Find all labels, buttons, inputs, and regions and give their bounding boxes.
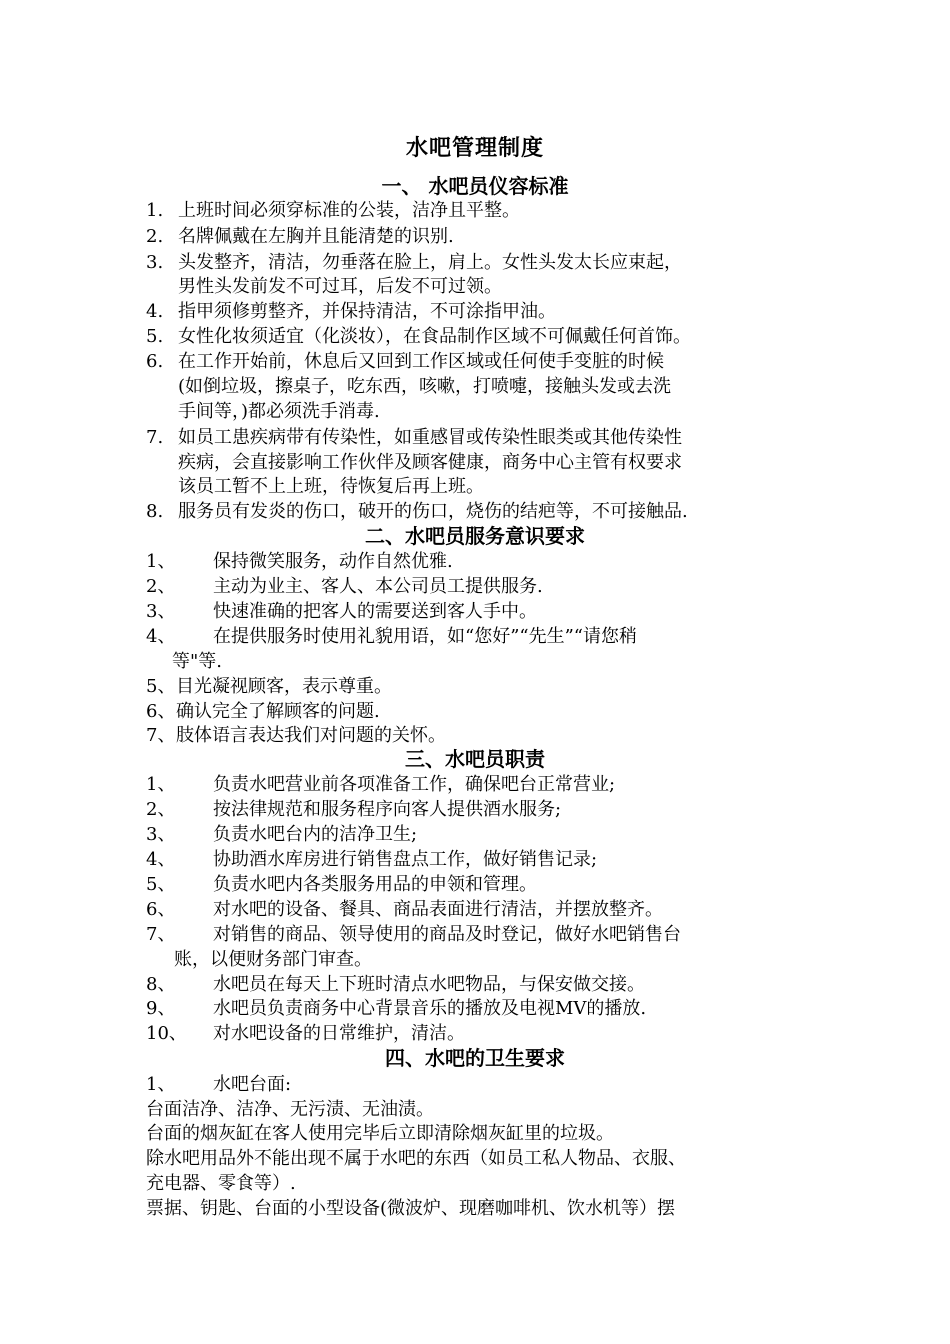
item-text: 服务员有发炎的伤口，破开的伤口，烧伤的结疤等，不可接触品. (178, 501, 688, 522)
item-number: 6、 (146, 701, 176, 722)
item-text: 确认完全了解顾客的问题. (176, 701, 380, 722)
item-number: 7、 (146, 725, 176, 746)
item-number: 6、 (146, 899, 176, 920)
item-text: 水吧台面: (213, 1074, 292, 1095)
item-number: 3. (146, 252, 164, 273)
item-text: (如倒垃圾，擦桌子，吃东西，咳嗽，打喷嚏，接触头发或去洗 (178, 376, 672, 397)
item-text: 手间等，)都必须洗手消毒. (178, 401, 380, 422)
item-text: 保持微笑服务，动作自然优雅. (213, 551, 453, 572)
item-text: 协助酒水库房进行销售盘点工作，做好销售记录; (213, 849, 598, 870)
item-number: 1、 (146, 551, 176, 572)
item-number: 3、 (146, 824, 176, 845)
item-number: 4、 (146, 849, 176, 870)
item-number: 5、 (146, 874, 176, 895)
section-heading-4: 四、水吧的卫生要求 (385, 1046, 565, 1070)
item-text: 对水吧的设备、餐具、商品表面进行清洁，并摆放整齐。 (213, 899, 663, 920)
item-text: 主动为业主、客人、本公司员工提供服务. (213, 576, 543, 597)
paragraph-line: 台面洁净、洁净、无污渍、无油渍。 (146, 1099, 434, 1120)
item-number: 9、 (146, 998, 176, 1019)
item-text: 负责水吧营业前各项准备工作，确保吧台正常营业; (213, 774, 616, 795)
item-text: 该员工暂不上上班，待恢复后再上班。 (178, 476, 484, 497)
item-number: 1、 (146, 1074, 176, 1095)
item-text: 疾病，会直接影响工作伙伴及顾客健康，商务中心主管有权要求 (178, 452, 682, 473)
item-number: 7、 (146, 924, 176, 945)
item-number: 5. (146, 326, 164, 347)
paragraph-line: 台面的烟灰缸在客人使用完毕后立即清除烟灰缸里的垃圾。 (146, 1123, 614, 1144)
item-number: 1. (146, 200, 164, 221)
item-number: 4. (146, 301, 164, 322)
item-text: 按法律规范和服务程序向客人提供酒水服务; (213, 799, 562, 820)
item-number: 1、 (146, 774, 176, 795)
item-text: 男性头发前发不可过耳，后发不可过领。 (178, 276, 502, 297)
paragraph-line: 充电器、零食等）. (146, 1173, 296, 1194)
item-text: 对销售的商品、领导使用的商品及时登记，做好水吧销售台 (213, 924, 681, 945)
item-text: 目光凝视顾客，表示尊重。 (176, 676, 392, 697)
item-text: 等"等. (172, 651, 223, 672)
paragraph-line: 票据、钥匙、台面的小型设备(微波炉、现磨咖啡机、饮水机等）摆 (146, 1198, 676, 1219)
paragraph-line: 除水吧用品外不能出现不属于水吧的东西（如员工私人物品、衣服、 (146, 1148, 686, 1169)
item-text: 女性化妆须适宜（化淡妆），在食品制作区域不可佩戴任何首饰。 (178, 326, 691, 347)
section-heading-1: 一、 水吧员仪容标准 (381, 174, 569, 198)
item-number: 2、 (146, 576, 176, 597)
item-text: 负责水吧内各类服务用品的申领和管理。 (213, 874, 537, 895)
item-text: 上班时间必须穿标准的公装，洁净且平整。 (178, 200, 520, 221)
item-text: 指甲须修剪整齐，并保持清洁，不可涂指甲油。 (178, 301, 556, 322)
item-text: 在提供服务时使用礼貌用语，如“您好”“先生”“请您稍 (213, 626, 638, 647)
item-text: 肢体语言表达我们对问题的关怀。 (176, 725, 446, 746)
item-text: 名牌佩戴在左胸并且能清楚的识别. (178, 226, 454, 247)
item-text: 头发整齐，清洁，勿垂落在脸上，肩上。女性头发太长应束起， (178, 252, 682, 273)
item-text: 账，以便财务部门审查。 (174, 949, 372, 970)
item-text: 对水吧设备的日常维护，清洁。 (213, 1023, 465, 1044)
item-text: 如员工患疾病带有传染性，如重感冒或传染性眼类或其他传染性 (178, 427, 682, 448)
item-text: 在工作开始前，休息后又回到工作区域或任何使手变脏的时候 (178, 351, 664, 372)
item-number: 2、 (146, 799, 176, 820)
item-number: 2. (146, 226, 164, 247)
item-number: 8、 (146, 974, 176, 995)
item-text: 水吧员在每天上下班时清点水吧物品，与保安做交接。 (213, 974, 645, 995)
item-text: 负责水吧台内的洁净卫生; (213, 824, 418, 845)
item-text: 快速准确的把客人的需要送到客人手中。 (213, 601, 537, 622)
item-number: 10、 (146, 1023, 187, 1044)
item-number: 4、 (146, 626, 176, 647)
item-number: 7. (146, 427, 164, 448)
item-number: 6. (146, 351, 164, 372)
item-number: 8. (146, 501, 164, 522)
section-heading-3: 三、水吧员职责 (405, 747, 545, 771)
item-number: 5、 (146, 676, 176, 697)
item-text: 水吧员负责商务中心背景音乐的播放及电视MV的播放. (213, 998, 647, 1019)
document-title: 水吧管理制度 (405, 135, 544, 161)
item-number: 3、 (146, 601, 176, 622)
section-heading-2: 二、水吧员服务意识要求 (365, 524, 585, 548)
